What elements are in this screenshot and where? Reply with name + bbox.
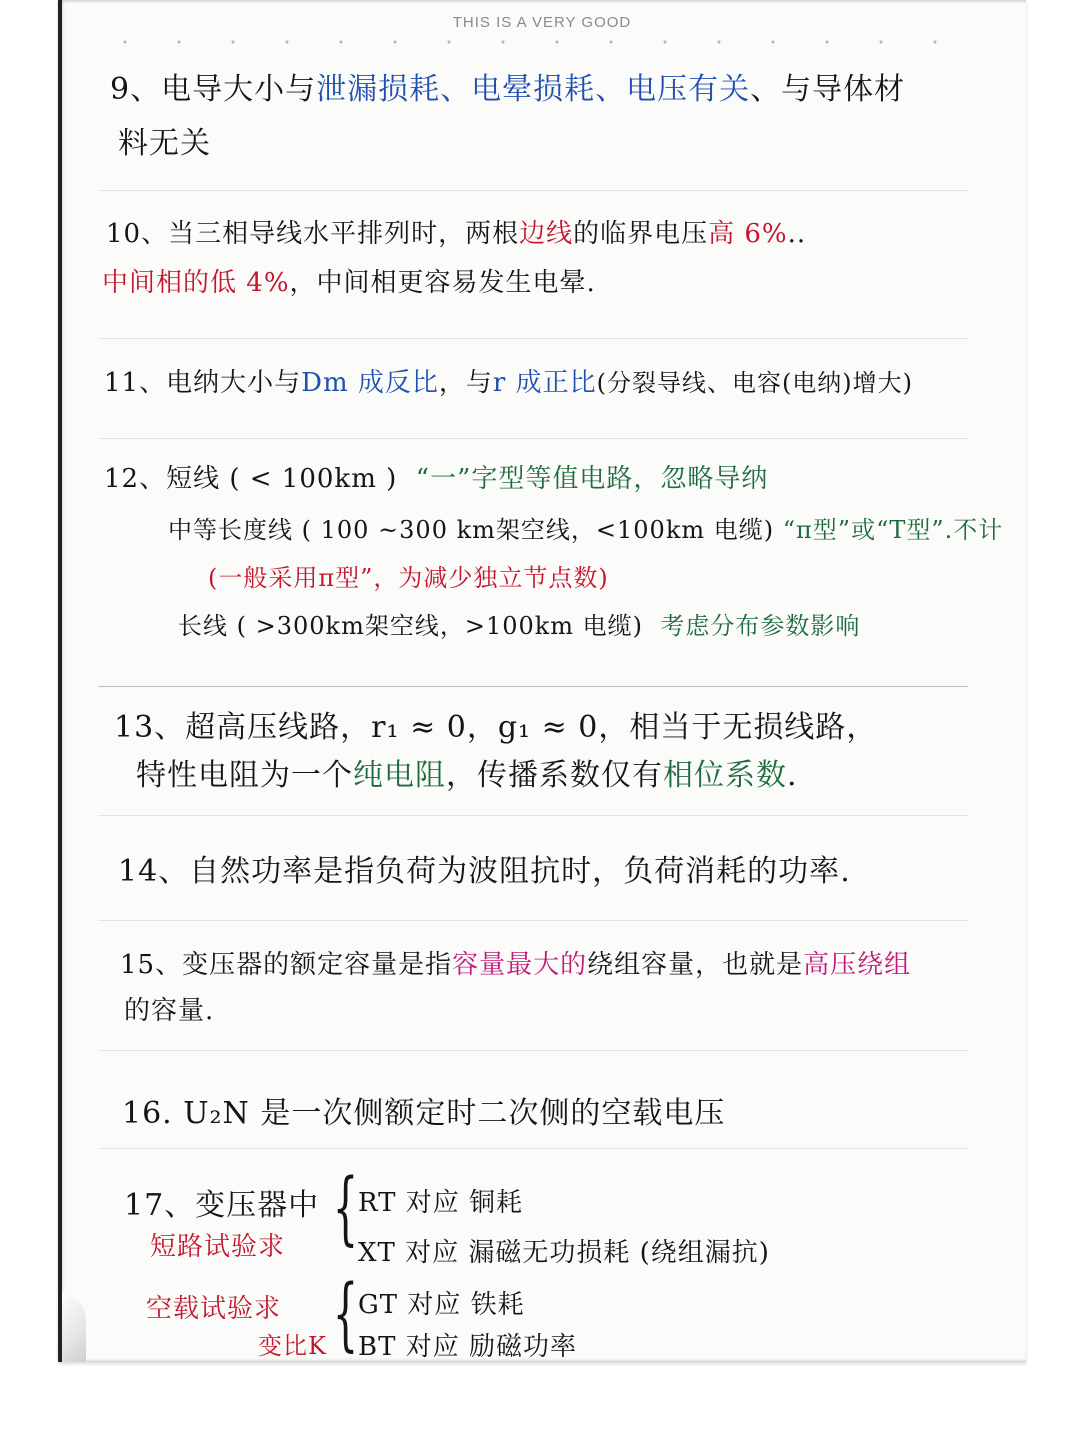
page-curl bbox=[58, 1292, 86, 1362]
ratio-label: 变比K bbox=[258, 1332, 327, 1360]
note-text: .. bbox=[787, 219, 807, 249]
note-text: 中等长度线 ( 100 ~300 km架空线，<100km 电缆) bbox=[168, 516, 775, 544]
ruled-line bbox=[98, 190, 968, 191]
page-header: THIS IS A VERY GOOD bbox=[452, 14, 632, 31]
ruled-line bbox=[98, 1148, 968, 1149]
note-15-line-1 bbox=[120, 944, 911, 981]
gt-row: GT 对应 铁耗 bbox=[358, 1290, 525, 1320]
note-12-line-2 bbox=[168, 510, 1003, 545]
note-highlight-red: 低 4% bbox=[210, 268, 290, 298]
note-text: 10、当三相导线水平排列时，两根 bbox=[106, 219, 520, 249]
note-highlight-blue: r 成正比 bbox=[492, 368, 597, 398]
note-14 bbox=[118, 846, 851, 890]
note-11 bbox=[104, 362, 913, 399]
note-text: ，与 bbox=[438, 368, 493, 398]
note-highlight-magenta: 高压绕组 bbox=[803, 950, 912, 980]
note-text: 的临界电压 bbox=[573, 219, 709, 249]
note-highlight-green: 纯电阻 bbox=[353, 758, 446, 793]
bt-row: BT 对应 励磁功率 bbox=[358, 1332, 577, 1362]
note-text: 12、短线 ( < 100km ) bbox=[104, 464, 398, 494]
note-12-line-4 bbox=[178, 606, 860, 641]
note-text: 负荷消耗的功率 bbox=[623, 854, 841, 889]
note-highlight-red: 边线 bbox=[519, 219, 574, 249]
ruled-line bbox=[98, 1050, 968, 1051]
ruled-line bbox=[98, 338, 968, 339]
note-highlight-green: “π型”或“T型”.不计 bbox=[782, 516, 1004, 544]
note-text: . bbox=[840, 854, 851, 889]
note-13-line-1: 13、超高压线路，r₁ ≈ 0，g₁ ≈ 0，相当于无损线路， bbox=[114, 710, 878, 745]
ruled-line bbox=[98, 438, 968, 439]
section-divider bbox=[98, 686, 968, 687]
ruled-line bbox=[98, 920, 968, 921]
rt-row: RT 对应 铜耗 bbox=[358, 1188, 523, 1218]
dot-row bbox=[98, 40, 986, 44]
note-10-line-2 bbox=[102, 262, 596, 299]
note-text: 长线 ( >300km架空线，>100km 电缆) bbox=[178, 612, 644, 640]
note-highlight-blue: Dm 成反比 bbox=[301, 368, 439, 398]
brace: { bbox=[332, 1161, 359, 1254]
note-highlight-magenta: 容量最大的 bbox=[452, 950, 588, 980]
ruled-line bbox=[98, 815, 968, 816]
note-text: . bbox=[787, 758, 798, 793]
note-text: 9、电导大小与 bbox=[110, 72, 317, 107]
note-text: 、与导体材 bbox=[750, 72, 906, 107]
note-text: 绕组容量，也就是 bbox=[587, 950, 804, 980]
note-highlight-green: 考虑分布参数影响 bbox=[660, 612, 861, 640]
note-12-line-3: (一般采用π型”，为减少独立节点数) bbox=[208, 564, 609, 592]
note-text: 特性电阻为一个 bbox=[136, 758, 353, 793]
note-text: 11、电纳大小与 bbox=[104, 368, 302, 398]
note-highlight-blue: 泄漏损耗、电晕损耗、电压有关 bbox=[316, 72, 751, 107]
note-17-title: 17、变压器中 bbox=[124, 1188, 320, 1223]
note-13-line-2 bbox=[136, 750, 798, 794]
note-9-line-2: 料无关 bbox=[118, 126, 211, 161]
note-highlight-red: 高 6% bbox=[708, 219, 788, 249]
note-10-line-1 bbox=[106, 213, 806, 250]
note-highlight-green: 相位系数 bbox=[663, 758, 787, 793]
note-16: 16. U₂N 是一次侧额定时二次侧的空载电压 bbox=[122, 1096, 726, 1131]
note-text: 14、自然功率是指负荷为波阻抗时， bbox=[118, 854, 624, 889]
note-15-line-2: 的容量. bbox=[124, 996, 215, 1026]
notebook-page bbox=[58, 0, 1026, 1362]
xt-row: XT 对应 漏磁无功损耗 (绕组漏抗) bbox=[358, 1238, 770, 1268]
note-text: ，中间相更容易发生电晕. bbox=[289, 268, 596, 298]
note-highlight-red: 中间相的 bbox=[102, 268, 211, 298]
note-text: 15、变压器的额定容量是指 bbox=[120, 950, 453, 980]
short-circuit-test-label: 短路试验求 bbox=[150, 1232, 286, 1262]
note-text: ，传播系数仅有 bbox=[446, 758, 663, 793]
brace: { bbox=[332, 1267, 359, 1360]
note-12-line-1 bbox=[104, 458, 768, 495]
note-text: (分裂导线、电容(电纳)增大) bbox=[596, 369, 914, 397]
open-circuit-test-label: 空载试验求 bbox=[146, 1294, 282, 1324]
note-9-line-1 bbox=[110, 64, 905, 108]
note-highlight-green: “一”字型等值电路，忽略导纳 bbox=[415, 464, 769, 494]
